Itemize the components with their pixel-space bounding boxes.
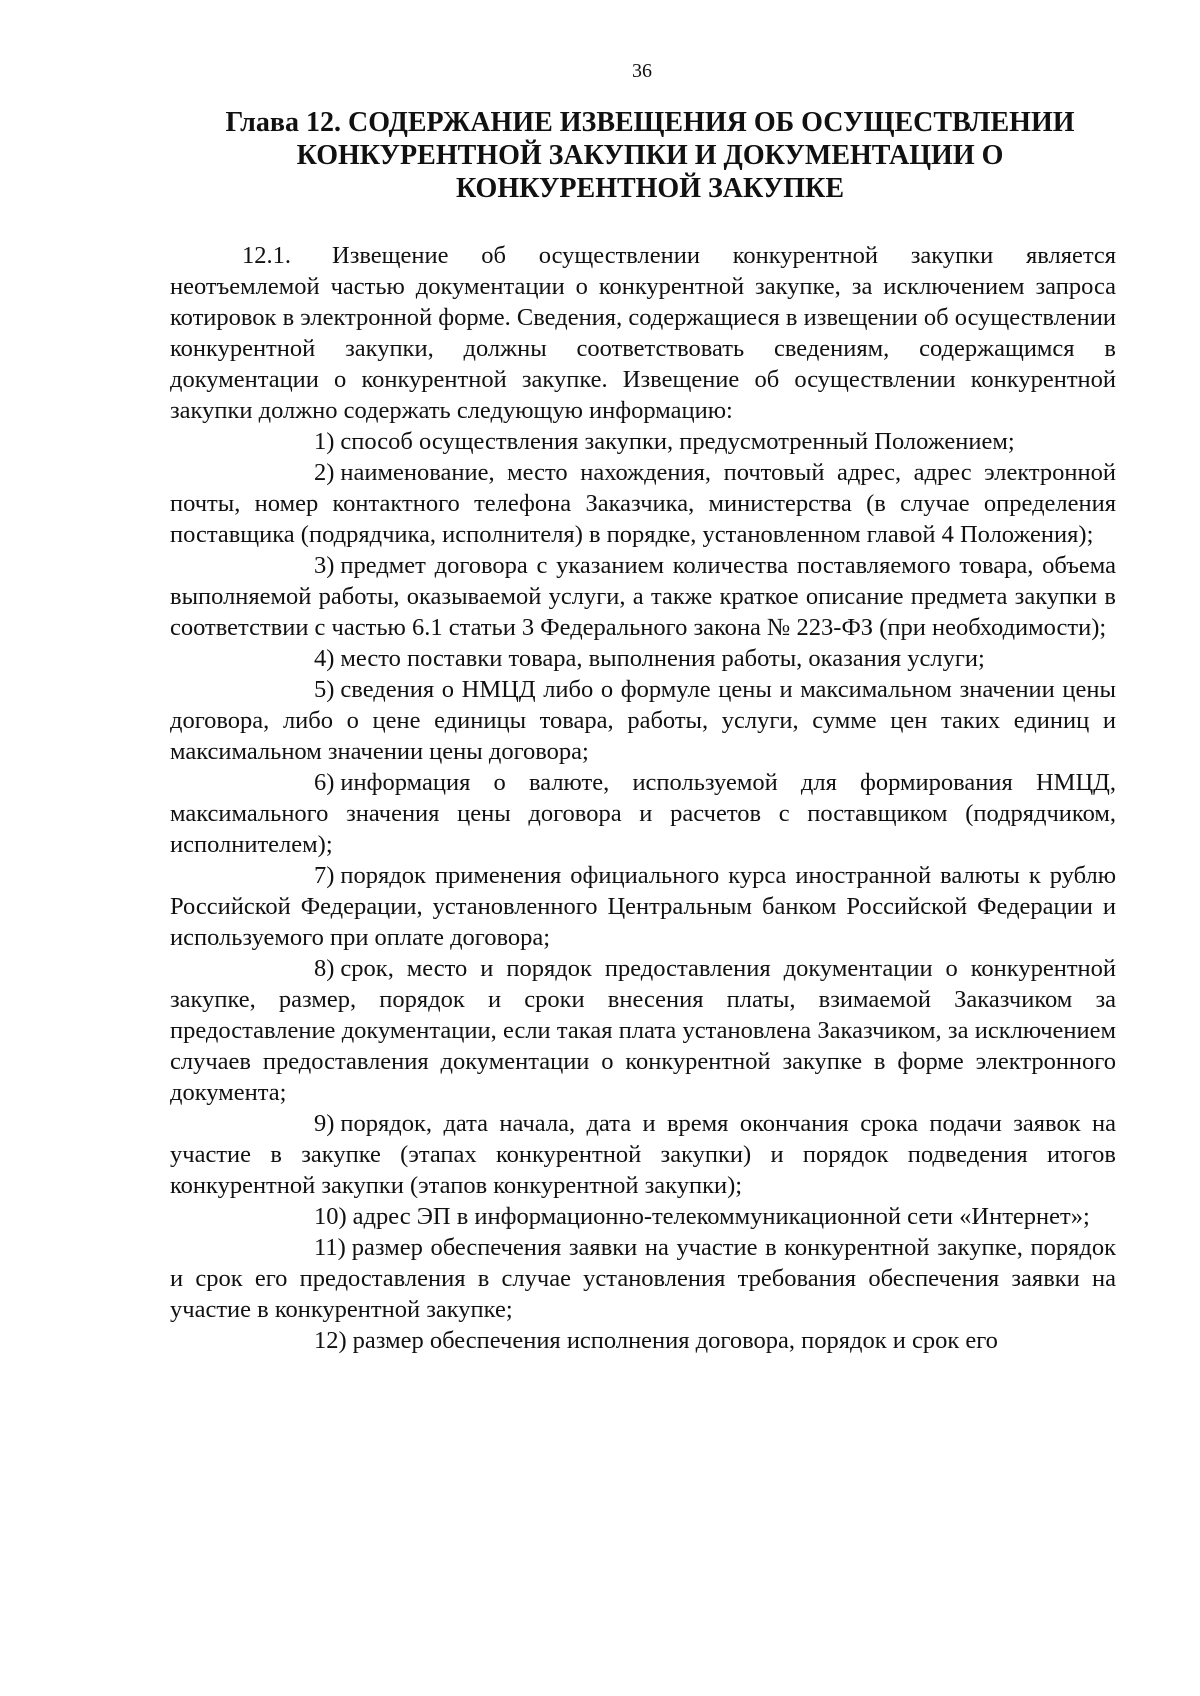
list-item-text: предмет договора с указанием количества поставляемого товара, объема выполняемой работы, оказываемой услуги, а также краткое описание предмета закупки в соответствии с частью 6.1 статьи 3 Федерального закона № 223-ФЗ (при необходимости); [170,552,1116,641]
list-item-text: адрес ЭП в информационно-телекоммуникационной сети «Интернет»; [352,1203,1090,1230]
list-item [170,426,1116,457]
list-item [170,1325,1116,1356]
list-item [170,1232,1116,1325]
list-item [170,767,1116,860]
list-item-number: 4) [314,645,335,672]
page-number: 36 [632,60,652,82]
list-item-number: 11) [314,1234,346,1261]
chapter-heading [170,106,1130,205]
heading-line-2: КОНКУРЕНТНОЙ ЗАКУПКИ И ДОКУМЕНТАЦИИ О [296,140,1004,171]
list-item [170,643,1116,674]
list-item-number: 2) [314,459,335,486]
list-item-text: наименование, место нахождения, почтовый адрес, адрес электронной почты, номер контактного телефона Заказчика, министерства (в случае определения поставщика (подрядчика, исполнителя) в порядке, установленном главой 4 Положения); [170,459,1116,548]
list-item-text: порядок, дата начала, дата и время окончания срока подачи заявок на участие в закупке (этапах конкурентной закупки) и порядок подведения итогов конкурентной закупки (этапов конкурентной закупки); [170,1110,1116,1199]
list-item-text: размер обеспечения исполнения договора, порядок и срок его [352,1327,998,1354]
clause-12-1 [170,240,1116,426]
list-item-number: 9) [314,1110,335,1137]
list-item-number: 6) [314,769,335,796]
list-item [170,953,1116,1108]
list-item [170,674,1116,767]
list-item-text: способ осуществления закупки, предусмотренный Положением; [340,428,1015,455]
list-item [170,1108,1116,1201]
heading-line-3: КОНКУРЕНТНОЙ ЗАКУПКЕ [455,173,845,204]
list-item [170,457,1116,550]
list-item-number: 7) [314,862,335,889]
list-item [170,550,1116,643]
clause-text: Извещение об осуществлении конкурентной закупки является неотъемлемой частью документации о конкурентной закупке, за исключением запроса котировок в электронной форме. Сведения, содержащиеся в извещении об осуществлении конкурентной закупки, должны соответствовать сведениям, содержащимся в документации о конкурентной закупке. Извещение об осуществлении конкурентной закупки должно содержать следующую информацию: [170,242,1116,424]
list-item-number: 5) [314,676,335,703]
list-item-text: размер обеспечения заявки на участие в конкурентной закупке, порядок и срок его предоставления в случае установления требования обеспечения заявки на участие в конкурентной закупке; [170,1234,1116,1323]
list-item-number: 3) [314,552,335,579]
clause-number: 12.1. [242,242,291,269]
list-item-text: порядок применения официального курса иностранной валюты к рублю Российской Федерации, установленного Центральным банком Российской Федерации и используемого при оплате договора; [170,862,1116,951]
list-item-number: 8) [314,955,335,982]
list-item [170,860,1116,953]
list-item [170,1201,1116,1232]
list-item-number: 10) [314,1203,347,1230]
document-body [170,240,1116,1356]
list-item-number: 12) [314,1327,347,1354]
list-item-text: сведения о НМЦД либо о формуле цены и максимальном значении цены договора, либо о цене единицы товара, работы, услуги, сумме цен таких единиц и максимальном значении цены договора; [170,676,1116,765]
list-item-text: место поставки товара, выполнения работы, оказания услуги; [340,645,985,672]
heading-line-1: Глава 12. СОДЕРЖАНИЕ ИЗВЕЩЕНИЯ ОБ ОСУЩЕСТВЛЕНИИ [225,107,1075,138]
list-item-number: 1) [314,428,335,455]
list-item-text: срок, место и порядок предоставления документации о конкурентной закупке, размер, порядок и сроки внесения платы, взимаемой Заказчиком за предоставление документации, если такая плата установлена Заказчиком, за исключением случаев предоставления документации о конкурентной закупке в форме электронного документа; [170,955,1116,1106]
list-item-text: информация о валюте, используемой для формирования НМЦД, максимального значения цены договора и расчетов с поставщиком (подрядчиком, исполнителем); [170,769,1116,858]
